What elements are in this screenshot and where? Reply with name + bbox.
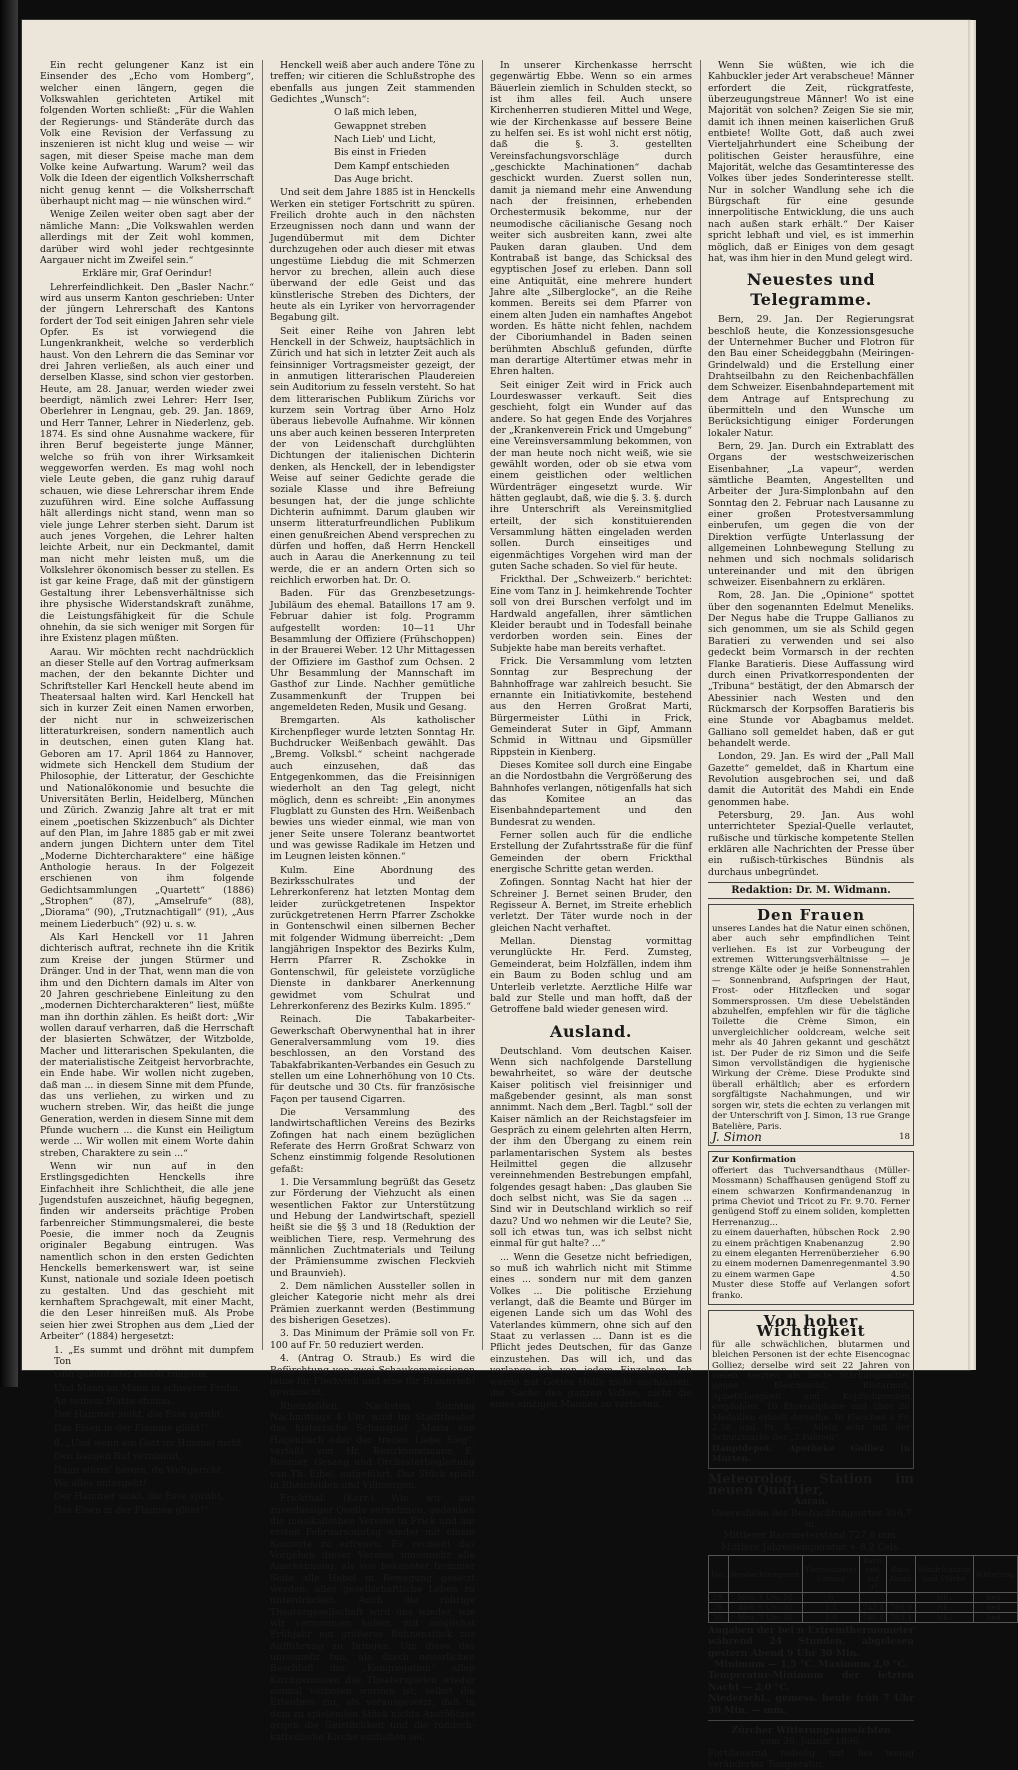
verse-line: Bis einst in Frieden — [334, 147, 427, 159]
price-row: zu einem prächtigen Knabenanzug 2.90 — [712, 1238, 910, 1249]
paragraph: Mellan. Dienstag vormittag verunglückte Hr. Ferd. Zumsteg, Gemeinderat, beim Holzfällen, indem ihm ein Baum zu Boden schlug und am Unterleib verletzte. Aerztliche Hilfe war bald zur Stelle und man hofft, daß der Getroffene bald wieder genesen wird. — [490, 936, 692, 1016]
paragraph: Frickthal. (Korr.) Wie wir aus zuverlässiger Quelle vernehmen, gedenken die musikalischen Vereine in Frick und am ersten Februarsonntag wieder mit einem Konzerte zu erfreuen. Es verdient das Vorgehen dieser Vereine umsomehr alle Anerkennung, als von bekannter frommer Seite alle Hebel in Bewegung gesetzt werden, alles gesellschaftliche Leben zu unterdrücken. Auch die rührige Theatergesellschaft wird uns wieder, wie wir vernommen haben, mit möglichst Frühjahr ein größeres Bühnenstück zur Aufführung zu bringen. Um diese das umsomehr tun, als durch neuerlichen Beschluß der „Kongregation“ allen Kirchgenossen das Theaterspielen wieder einmal verboten worden ist; selbst die Erlaubnis zur, als vorausgesetzt, daß in dem zu spielenden Stück nichts Anstößiges gegen die Geistlichkeit und die römisch-katholische Kirche enthalten sei. — [270, 1493, 475, 1743]
paragraph: Reinach. Die Tabakarbeiter-Gewerkschaft Oberwynenthal hat in ihrer Generalversammlung vom 19. dies beschlossen, an den Vorstand des Tabakfabrikanten-Verbandes ein Gesuch zu stellen um eine Lohnerhöhung von 10 Cts. für deutsche und 30 Cts. für französische Façon per tausend Cigarren. — [270, 1014, 475, 1105]
paragraph: Rom, 28. Jan. Die „Opinione“ spottet über den sogenannten Edelmut Meneliks. Der Negus habe die Truppe Gallianos zu sich genommen, um sie als Schild gegen Baratieri zu verwenden und sei also gedeckt beim Vormarsch in der rechten Flanke Baratieris. Diese Auffassung wird durch einen Privatkorrespondenten der „Tribuna“ bestätigt, der den Abmarsch der Abessinier nach Westen und den Rückmarsch der Korpsoffen Baratieris bis eine Stunde vor Abagbamus meldet. Galliano soll gemeldet haben, daß er gut behandelt werde. — [708, 590, 914, 749]
column-4 — [708, 60, 1015, 1770]
verse-line: Das Eisen in der Flamme glüht!“ — [54, 1504, 209, 1516]
table-row: 29. Mitt. 1 Uhr 50 0 NE₁ bed. — [709, 1593, 1018, 1603]
paragraph: Kulm. Eine Abordnung des Bezirksschulrates und der Lehrerkonferenz hat letzten Montag dem leider zurückgetretenen Inspektor zurückgetretenen Herrn Pfarrer Zschokke in Gontenschwil einen silbernen Becher mit folgender Widmung überreicht: „Dem langjährigen Inspektor des Bezirks Kulm, Herrn Pfarrer R. Zschokke in Gontenschwil, für geleistete vorzügliche Dienste in dankbarer Anerkennung gewidmet vom Schulrat und Lehrerkonferenz des Bezirks Kulm. 1895.“ — [270, 864, 475, 1012]
paragraph: Bern, 29. Jan. Durch ein Extrablatt des Organs der westschweizerischen Eisenbahner, „La vapeur“, werden sämtliche Beamten, Angestellten und Arbeiter der Jura-Simplonbahn auf den Sonntag den 2. Februar nach Lausanne zu einer großen Protestversammlung einberufen, um gegen die von der Direktion verfügte Unterlassung der allgemeinen Lohnbewegung Stellung zu nehmen und sich nochmals solidarisch untereinander und mit den übrigen schweizer. Eisenbahnern zu erklären. — [708, 440, 914, 589]
page-fold — [968, 20, 976, 1370]
ad-text: unseres Landes hat die Natur einen schönen, aber auch sehr empfindlichen Teint verliehen. Es ist zur Vorbeugung der extremen Witterungsverhältnisse — je strenge Kälte oder je heiße Sonnenstrahlen — Sonnenbrand, Aufspringen der Haut, Frost- oder Hitzflecken und sogar Sommersprossen. Um diese Uebelständen abzuhelfen, empfehlen wir für die tägliche Toilette die Crème Simon, ein unvergleichlicher ooldcream, welche seit mehr als 40 Jahren gekannt und geschätzt ist. Der Puder de riz Simon und die Seife Simon vervollständigen die hygienische Wirkung der Crème. Diese Produkte sind überall erhältlich; aber es erfordern sorgfältigste Nachahmungen, und wir sorgen wir, stets die echten zu verlangen mit der Unterschrift von J. Simon, 13 rue Grange Batelière, Paris. — [712, 923, 910, 1132]
paragraph: Bremgarten. Als katholischer Kirchenpfleger wurde letzten Sonntag Hr. Buchdrucker Weißenbach gewählt. Das „Bremg. Volksbl.“ scheint nachgerade auch einzusehen, daß das Entgegenkommen, das die Freisinnigen wiederholt an den Tag gelegt, nicht möglich, denn es schreibt: „Ein anonymes Flugblatt zu Gunsten des Hrn. Weißenbach bewies uns wieder einmal, wie man von jener Seite unsere Toleranz beantwortet und was gewisse Radikale im Hetzen und im Leugnen leisten können.“ — [270, 715, 475, 863]
verse-line: Das Auge bricht. — [334, 174, 414, 186]
paragraph: Wenn Sie wüßten, wie ich die Kahbuckler jeder Art verabscheue! Männer erfordert die Zeit, rückgratfeste, überzeugungstreue Männer! Wo ist eine Majorität von solchen? Zeigen Sie sie mir, damit ich ihnen meinen kaiserlichen Gruß entbiete! Wollte Gott, daß auch zwei Vierteljahrhundert eine Scheibung der politischen Geister herausführe, eine Majorität, welche das Gesamtinteresse des Volkes über jedes Sonderinteresse stellt. Nur in solcher Wandlung sehe ich die Bürgschaft für eine gesunde innerpolitische Entwicklung, die uns auch nach außen stark erhält.“ Der Kaiser spricht lebhaft und viel, es ist immerhin möglich, daß er Einiges von dem gesagt hat, was ihm hier in den Mund gelegt wird. — [708, 60, 914, 264]
paragraph: Ein recht gelungener Kanz ist ein Einsender des „Echo vom Homberg“, welcher einen längern, gegen die Volkswahlen gerichteten Artikel mit folgenden Worten schließt: „Für die Wahlen der Regierungs- und Ständeräte durch das Volk eine Revision der Verfassung zu inszenieren ist nicht klug und weise — wir sagen, mit dieser Speise mache man dem Volke keine Aufwartung. Warum? weil das Volk die Ideen der eigentlich Volksherrschaft nicht genug kennt — die Volksherrschaft überhaupt nicht mag — nie wünschen wird.“ — [40, 60, 254, 208]
poem — [270, 107, 475, 185]
paragraph: Lehrerfeindlichkeit. Den „Basler Nachr.“ wird aus unserm Kanton geschrieben: Unter der jüngern Lehrerschaft des Kantons fordert der Tod seit einigen Jahren sehr viele Opfer. Es ist vorwiegend die Lungenkrankheit, welche so verderblich haust. Von den Lehrern die das Seminar vor drei Jahren verließen, als auch einer und derselben Klasse, sind schon vier gestorben. Heute, am 28. Januar, werden wieder zwei beerdigt, nämlich zwei Lehrer: Herr Iser, Oberlehrer in Lengnau, geb. 29. Jan. 1869, und Herr Tanner, Lehrer in Niederlenz, geb. 1874. Es sind ohne Ausnahme wackere, für ihren Beruf begeisterte junge Männer, welche so früh von ihrer Wirksamkeit weggeworfen werden. Es mag wohl noch viele Leute geben, die ganz ruhig darauf schauen, wie diese Lehrerschar ihrem Ende zuzuführen wird. Eine solche Auffassung hält allerdings nicht stand, wenn man so viele junge Lehrer sterben sieht. Darum ist auch jenes Vorgehen, die Lehrer halten leichte Arbeit, nur ein Deckmantel, damit man nicht mehr leisten muß, um die Volkslehrer ökonomisch besser zu stellen. Es ist gar keine Frage, daß mit der günstigern Gestaltung ihrer Lebensverhältnisse sich ihre physische Widerstandskraft zunähme, die Leistungsfähigkeit für die Schule ohnehin, da sie sich weniger mit Sorgen für ihre Existenz plagen müßten. — [40, 281, 254, 645]
verse-line: Und qualmt und raucht ringsum, — [54, 1369, 210, 1381]
weather-place: Aarau. — [793, 1496, 829, 1508]
price-list — [712, 1228, 910, 1280]
section-heading-news: Neuestes und Telegramme. — [746, 270, 876, 310]
signature: J. Simon — [712, 1129, 762, 1144]
paragraph: Erkläre mir, Graf Oerindur! — [82, 268, 212, 280]
paragraph: Bern, 29. Jan. Der Regierungsrat beschloß heute, die Konzessionsgesuche der Unternehmer Bucher und Flotron für den Bau einer Scheideggbahn (Meiringen-Grindelwald) und die Erstellung einer Drahtseilbahn zu den Reichenbachfällen dem Schweizer. Eisenbahndepartement mit dem Antrage auf Entsprechung zu übermitteln und den Wunsche um Berücksichtigung einiger Forderungen lokaler Natur. — [708, 314, 914, 439]
weather-note: Angaben der bei n Extremthermometer während 24 Stunden, abgelesen gestern Abend 9 Uhr 30 Min. — [708, 1625, 914, 1659]
ad-footer — [712, 1129, 910, 1144]
ad-text: für alle schwächlichen, blutarmen und bleichen Personen ist der echte Eisencognac Golliez; derselbe wird seit 22 Jahren von vielen Aerzten als beste Stärkungsmittel gegen Bleichsucht, Blutarmut, Appetitlosigkeit und Kopfschmerzen empfohlen. 10 Ehrendiplome und über 20 Medaillen erhielt derselbe. In Flaschen à Fr. 2.50 und Fr. 5.—. Allein echt mit der Schutzmarke der „2 Palmen“. — [712, 1339, 910, 1444]
verse-line: Der Hammer sinkt, die Esse sprüht, — [54, 1491, 224, 1503]
paragraph: Henckell weiß aber auch andere Töne zu treffen; wir citieren die Schlußstrophe des ebenfalls aus jungen Zeit stammenden Gedichtes „Wunsch“: — [270, 60, 475, 106]
weather-note: Niederschl., gemess. heute früh 7 Uhr 30 Min. — mm. — [708, 1693, 914, 1716]
paragraph: In unserer Kirchenkasse herrscht gegenwärtig Ebbe. Wenn so ein armes Bäuerlein ziemlich in Schulden steckt, so ist ihm alles feil. Auch unsere Kirchenherren studieren Mittel und Wege, wie der Kirchenkasse auf bessere Beine zu helfen sei. Es ist wohl nicht erst nötig, daß die §. 3. gestellten Vereinsfachungsvorschläge durch „geschickte Machinationen“ dachab geschickt wurden. Zuerst sollen nun, damit ja niemand mehr eine Anwendung nach der freisinnen, erhebenden Orchestermusik bekomme, nur der neumodische cäcilianische Gesang noch weiter sich ausbreiten kann, zwei alte Pauken daran glauben. Und dem Kontrabaß ist bange, das Schicksal des egyptischen Josef zu erleben. Dann soll eine Antiquität, eine mehrere hundert Jahre alte „Silberglocke“, an die Reihe kommen. Bereits sei dem Pfarrer von einem alten Juden ein namhaftes Angebot worden. Es hätte nicht fehlen, nachdem der Ciboriumhandel in Baden seinen berühmten Abschluß gefunden, dürfte man derartige Altertümer etwas mehr in Ehren halten. — [490, 60, 692, 378]
paragraph: Seit einer Reihe von Jahren lebt Henckell in der Schweiz, hauptsächlich in Zürich und hat sich in letzter Zeit auch als feinsinniger Vortragsmeister gezeigt, der in anmutigen litterarischen Plaudereien sein Auditorium zu fesseln versteht. So hat dem litterarischen Publikum Zürichs vor kurzem sein Vortrag über Arno Holz überaus liebevolle Aufnahme. Wir können uns aber auch keinen besseren Interpreten der von Leidenschaft durchglühten Dichtungen der italienischen Dichterin denken, als Henckell, der in lebendigster Weise auf seiner Gedichte gerade die soziale Klasse und ihre Befreiung besungen hat, der die junge schlichte Dichterin aufnimmt. Darum glauben wir unserm litteraturfreundlichen Publikum einen genußreichen Abend versprechen zu dürfen und hoffen, daß Herrn Henckell auch in Aarau die Anerkennung zu teil werde, die er an andern Orten sich so reichlich erworben hat. Dr. O. — [270, 325, 475, 587]
verse-line: Das Eisen in der Flamme glüht!“ — [54, 1422, 209, 1434]
paragraph: Und seit dem Jahre 1885 ist in Henckells Werken ein stetiger Fortschritt zu spüren. Freilich drohte auch in den nächsten Erzeugnissen noch dann und wann der Jugendübermut mit dem Dichter durchzugehen oder auch dieser mit etwas ungestüme Liebdug die mit Schmerzen hervor zu brechen, allein auch diese überwand der edle Geist und das künstlerische Streben des Dichters, der heute als ein Lyriker von hervorragender Begabung gilt. — [270, 187, 475, 324]
paragraph: Als Karl Henckell vor 11 Jahren dichterisch auftrat, rechnete ihn die Kritik zum Kreise der jungen Stürmer und Dränger. Und in der That, wenn man die von ihm und den Dichtern damals im Alter von 20 Jahren geschriebene Einleitung zu den „modernen Dichtercharakteren“ liest, müßte man ihn dorthin zählen. Es heißt dort: „Wir wollen darauf verharren, daß die Herrschaft der blasierten Schwätzer, der Witzbolde, Macher und litterarischen Spekulanten, die der materialistische Zeitgeist hervorbrachte, ein Ende habe. Wir wollen nicht zugeben, daß man ... in diesem Sinne mit dem Pfunde, das uns verliehen, zu wirken und zu wuchern streben. Wir, das heißt die junge Generation, werden in diesem Sinne mit dem Pfunde wuchern ... die Kunst ein Heiligtum werde ... Wir wollen mit einem Worte dahin streben, Charaktere zu sein ...“ — [40, 932, 254, 1159]
weather-report — [708, 1471, 1015, 1770]
forecast-date: vom 30. Januar 1896. — [760, 1736, 862, 1748]
column-2 — [270, 60, 475, 1743]
table-header-row: Jan. Beobachtungszeit Thermometer Celsius Baro. red. auf 0° Baro. Absol. Windrichtung und Stärke Witterung — [709, 1556, 1018, 1593]
verse-line: 1. „Es summt und dröhnt mit dumpfem Ton — [54, 1344, 254, 1367]
table-row: 30. Mrg. 7 Uhr 30 1,0 746,8 783,1 NE₁ bed. — [709, 1613, 1018, 1623]
ad-title: Den Frauen — [756, 906, 866, 925]
verse-line: O laß mich leben, — [334, 107, 418, 119]
ad-footer: Hauptdepot: Apotheke Golliez in Murten. — [712, 1443, 910, 1465]
page-edge-shadow — [0, 0, 18, 1387]
price-row: zu einem modernen Damenregenmantel 3.90 — [712, 1259, 910, 1270]
paragraph: Frick. Die Versammlung vom letzten Sonntag zur Besprechung der Bahnhoffrage war zahlreich besucht. Sie ernannte ein Initiativkomite, bestehend aus den Herren Großrat Marti, Bürgermeister Lüthi in Frick, Gemeinderat Suter in Gipf, Ammann Schmid in Wittnau und Gipsmüller Rippstein in Kienberg. — [490, 655, 692, 758]
price-row: zu einem eleganten Herrenüberzieher 6.90 — [712, 1248, 910, 1259]
ad-title: Zur Konfirmation — [712, 1155, 796, 1166]
ad-den-frauen — [708, 904, 914, 1146]
paragraph: 2. Dem nämlichen Aussteller sollen in gleicher Kategorie nicht mehr als drei Prämien zuerkannt werden (Bestimmung des bisherigen Gesetzes). — [270, 1281, 475, 1327]
editorial-credit: Redaktion: Dr. M. Widmann. — [708, 882, 914, 899]
verse-line: Wo alles untergeht! — [54, 1477, 147, 1489]
forecast-title: Zürcher Witterungsaussichten — [731, 1724, 891, 1736]
column-divider — [262, 60, 263, 1350]
paragraph: Zofingen. Sonntag Nacht hat hier der Schreiner J. Bernet seinen Bruder, den Regisseur A. Bernet, im Streite erheblich verletzt. Der Täter wurde noch in der gleichen Nacht verhaftet. — [490, 877, 692, 934]
paragraph: Dieses Komitee soll durch eine Eingabe an die Nordostbahn die Vergrößerung des Bahnhofes verlangen, nötigenfalls hat sich das Komitee an das Eisenbahndepartement und den Bundesrat zu wenden. — [490, 759, 692, 828]
column-divider — [482, 60, 483, 1350]
poem-stanza-1 — [40, 1345, 254, 1434]
forecast-text: Fortdauernd nebelig mit bei wenig veränderter Temperatur. — [708, 1747, 914, 1770]
column-divider — [700, 60, 701, 1350]
paragraph: Petersburg, 29. Jan. Aus wohl unterrichteter Spezial-Quelle verlautet, rußische und türkische kompetente Stellen erklären alle Nachrichten der Presse über ein rußisch-türkisches Bündnis als durchaus unbegründet. — [708, 809, 914, 878]
ad-eisencognac — [708, 1310, 914, 1469]
weather-table — [708, 1555, 1018, 1623]
poem-stanza-2 — [40, 1438, 254, 1516]
ad-title: Von hoher Wichtigkeit — [756, 1312, 866, 1341]
paragraph: Ferner sollen auch für die endliche Erstellung der Zufahrtsstraße für die fünf Gemeinden der obern Frickthal energische Schritte getan werden. — [490, 830, 692, 876]
verse-line: Gewappnet streben — [334, 120, 427, 132]
ad-number: 18 — [899, 1131, 910, 1142]
verse-line: Dann stürm' herein, du Weltgericht, — [54, 1464, 225, 1476]
price-row: zu einem warmen Gape 4.50 — [712, 1269, 910, 1280]
ad-konfirmation — [708, 1151, 914, 1305]
weather-note: Minimum — 1,5 °C. Maximum 2,0 °C. — [714, 1659, 908, 1671]
paragraph: 1. Die Versammlung begrüßt das Gesetz zur Förderung der Viehzucht als einen wesentlichen Faktor zur Unterstützung und Hebung der Landwirtschaft, speziell heißt sie die §§ 3 und 18 (Reduktion der weiblichen Tiere, resp. Vermehrung des männlichen Zuchtmaterials und Teilung der Prämiensumme zwischen Fleckvieh und Braunvieh). — [270, 1177, 475, 1279]
paragraph: Wenn wir nun auf in den Erstlingsgedichten Henckells ihre Einfachheit ihre Schlichtheit, die alle jene Jugendstufen auszeichnet, häufig begegnen, finden wir anderseits prächtige Proben farbenreicher Stimmungsmalerei, die beste Poesie, die immer noch da Zeugnis originaler Begabung eintrugen. Was namentlich schon in den ersten Gedichten Henckells bemerkenswert war, ist seine Kunst, nationale und soziale Ideen poetisch zu gestalten. Und das geschieht mit kernhaftem Sprachgewalt, mit einer Macht, die den Leser hinreißen muß. Als Probe seien hier zwei Strophen aus dem „Lied der Arbeiter“ (1884) hergesetzt: — [40, 1161, 254, 1343]
paragraph: Deutschland. Vom deutschen Kaiser. Wenn sich nachfolgende Darstellung bewahrheitet, so wäre der deutsche Kaiser politisch viel freisinniger und maßgebender gesinnt, als man sonst annimmt. Nach dem „Berl. Tagbl.“ soll der Kaiser nämlich an der Reichstagsfeier im Gespräch zu einem gelehrten alten Herrn, der ihm den Übergang zu einem rein parlamentarischen System als bestes Heilmittel gegen die allzusehr vereinnehmenden Bestrebungen empfahl, folgendes gesagt haben: „Das glauben Sie doch selbst nicht, was Sie da sagen ... Sind wir in Deutschland wirklich so reif dazu? Und wo nehmen wir die Leute? Sie, soll ich etwas tun, was ich selbst nicht einmal für gut halte? ...“ — [490, 1045, 692, 1250]
column-1 — [40, 60, 254, 1516]
verse-line: Und Mann an Mann in schwerer Frohn — [54, 1382, 239, 1394]
verse-line: Den bangen Ruf vernimmt, — [54, 1451, 182, 1463]
weather-title: Meteorolog. Station im neuen Quartier, — [708, 1471, 914, 1499]
column-3 — [490, 60, 692, 1411]
paragraph: London, 29. Jan. Es wird der „Pall Mall Gazette“ gemeldet, daß in Khartum eine Revolution ausgebrochen sei, und daß damit die Autorität des Mahdi ein Ende genommen habe. — [708, 751, 914, 808]
paragraph: Aarau. Wir möchten recht nachdrücklich an dieser Stelle auf den Vortrag aufmerksam machen, der den bekannte Dichter und Schriftsteller Karl Henckell heute abend im Theatersaal halten wird. Karl Henckell hat sich in kurzer Zeit einen Namen erworben, der nicht nur in schweizerischen litteraturkreisen, sondern namentlich auch in deutschen, einen guten Klang hat. Geboren am 17. April 1864 zu Hannover, widmete sich Henckell dem Studium der Philosophie, der Litteratur, der Geschichte und Nationalökonomie und besuchte die Universitäten Berlin, Heidelberg, München und Zürich. Zwanzig Jahre alt trat er mit einem „poetischen Skizzenbuch“ als Dichter auf den Plan, im Jahre 1885 gab er mit zwei andern jungen Dichtern unter dem Titel „Moderne Dichtercharaktere“ eine häßige Anthologie heraus. In der Folgezeit erschienen von ihm folgende Gedichtsammlungen „Quartett“ (1886) „Strophen“ (87), „Amselrufe“ (88), „Diorama“ (90), „Trutznachtigall“ (91), „Aus meinem Liederbuch“ (92) u. s. w. — [40, 646, 254, 930]
ad-text: offeriert das Tuchversandthaus (Müller-Mossmann) Schaffhausen genügend Stoff zu einem schwarzen Konfirmandenanzug in prima Cheviot und Tricot zu Fr. 9.70. Ferner genügend Stoff zu einem soliden, kompletten Herrenanzug... — [712, 1165, 910, 1228]
verse-line: An seinem Platze stumm. — [54, 1395, 174, 1407]
paragraph: ... Wenn die Gesetze nicht befriedigen, so muß ich wahrlich nicht mit Stimme eines ... sondern nur mit dem ganzen Volkes ... Die politische Erziehung verlangt, daß die Beamte und Bürger im eigenen Lande sich um das Wohl des Vaterlandes kümmern, ohne sich auf den Staat zu verlassen ... Dann ist es die Pflicht jedes Deutschen, für das Ganze einzustehen. Das will ich, und das verlange ich von jedem Einzelnen. Ich werde mit Gottes Hülfe nicht nachlassen, die Sache des ganzen Volkes, nicht die eines einzigen Mannes zu vertreten. — [490, 1251, 692, 1411]
paragraph: Seit einiger Zeit wird in Frick auch Lourdeswasser verkauft. Seit dies geschieht, folgt ein Wunder auf das andere. So hat gegen Ende des Vorjahres der „Krankenverein Frick und Umgebung“ eine Vereinsversammlung bekommen, von der man heute noch nicht weiß, wie sie gewählt worden, oder ob sie etwa vom einem geistlichen oder weltlichen Würdenträger eingesetzt wurde. Wir hätten geglaubt, daß, wie die §. 3. §. durch ihre Unterschrift als Vereinsmitglied erteilt, der sich konstituierenden Versammlung hätten eingeladen werden sollen. Durch einseitiges und eigenmächtiges Vorgehen wird man der guten Sache schaden. So viel für heute. — [490, 379, 692, 573]
weather-line: Mittlerer Barometerstand 727,8 mm. — [723, 1530, 899, 1542]
verse-line: 8. „Und wenn ein Gott im Himmel nicht — [54, 1437, 242, 1449]
section-heading-ausland: Ausland. — [550, 1021, 632, 1041]
paragraph: Rheinfelden. Nächsten Sonntag Nachmittags 4 Uhr wird im Stadttheater das historische Schauspiel „Maria von Hagenbach oder der treuen Liebe Sieg“, verfaßt von Hr. Bezirksamtmann E. Baumer, Gesang und Orchesterbegleitung von Th. Eibel, aufgeführt. Das Stück spielt in Rheinfelden und Villmergen. — [270, 1400, 475, 1491]
paragraph: 4. (Antrag O. Straub.) Es wird die Befürchtung von zwei Schaukommissionen (eine für Fleckvieh und eine für Braunvieh) gewünscht. — [270, 1353, 475, 1399]
weather-line: Mittlere Jahrestemperatur + 8,2 Cels. — [721, 1541, 901, 1553]
paragraph: Wenige Zeilen weiter oben sagt aber der nämliche Mann: „Die Volkswahlen werden allerdings mit der Zeit wohl kommen, darüber wird wohl jeder rechtgesinnte Aargauer nicht im Zweifel sein.“ — [40, 209, 254, 266]
ad-footer: Muster diese Stoffe auf Verlangen sofort franko. — [712, 1280, 910, 1301]
verse-line: Der Hammer sinkt, die Esse sprüht, — [54, 1409, 224, 1421]
paragraph: Baden. Für das Grenzbesetzungs-Jubiläum des ehemal. Bataillons 17 am 9. Februar dahier ist folg. Programm aufgestellt worden: 10—11 Uhr Besammlung der Offiziere (Frühschoppen) in der Brauerei Weber. 12 Uhr Mittagessen der Offiziere im Gasthof zum Ochsen. 2 Uhr Besammlung der Mannschaft im Gasthof zur Linde. Nachher gemütliche Zusammenkunft der Truppen bei angemeldeten Reden, Musik und Gesang. — [270, 588, 475, 713]
weather-note: Temperatur-Minimum der letzten Nacht — 2,0 °C. — [708, 1670, 914, 1693]
weather-line: Meereshöhe des Beobachtungsortes 396,7 m. — [710, 1507, 912, 1531]
verse-line: Dem Kampf entschieden — [334, 160, 450, 172]
paragraph: 3. Das Minimum der Prämie soll von Fr. 100 auf Fr. 50 reduziert werden. — [270, 1328, 475, 1351]
price-row: zu einem dauerhaften, hübschen Rock 2.90 — [712, 1228, 910, 1239]
newspaper-page — [22, 20, 1015, 1770]
verse-line: Nach Lieb' und Licht, — [334, 134, 436, 146]
paragraph: Die Versammlung des landwirtschaftlichen Vereins des Bezirks Zofingen hat nach einem bezüglichen Referate des Herrn Großrat Schwarz von Schenz einstimmig folgende Resolutionen gefaßt: — [270, 1106, 475, 1175]
table-row: 29. Abd. 9 Uhr 30 1,5 743,8 780,9 NE₁ bed. — [709, 1603, 1018, 1613]
divider — [708, 1720, 914, 1721]
paragraph: Frickthal. Der „Schweizerb.“ berichtet: Eine vom Tanz in J. heimkehrende Tochter soll von drei Burschen verfolgt und im Hardwald angefallen, ihrer sämtlichen Kleider beraubt und in Todesfall beinahe verdorben worden sein. Eines der Subjekte habe man bereits verhaftet. — [490, 574, 692, 654]
